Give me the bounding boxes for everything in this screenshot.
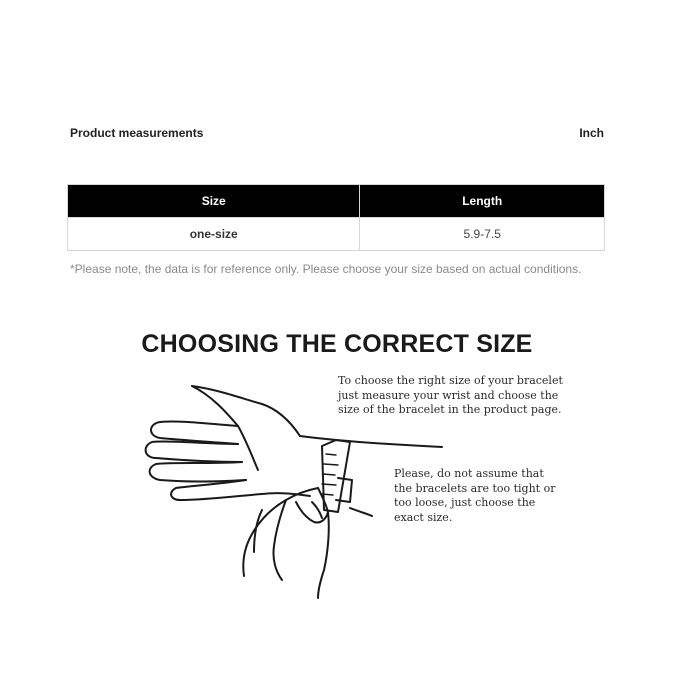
holding-hand-front xyxy=(318,512,329,598)
measurements-title: Product measurements xyxy=(70,126,204,140)
ring-finger xyxy=(150,462,246,482)
guide-warning: Please, do not assume that the bracelets are too tight or too loose, just choose the exact size. xyxy=(394,467,556,524)
little-finger xyxy=(171,480,262,500)
guide-instructions: To choose the right size of your bracelet just measure your wrist and choose the size of the bracelet in the product page. xyxy=(338,374,563,416)
column-header-length: Length xyxy=(360,185,605,218)
size-cell: one-size xyxy=(68,218,360,251)
reference-note: *Please note, the data is for reference only. Please choose your size based on actual conditions. xyxy=(70,262,582,276)
middle-finger xyxy=(146,441,242,462)
length-cell: 5.9-7.5 xyxy=(360,218,605,251)
unit-label: Inch xyxy=(579,126,604,140)
column-header-size: Size xyxy=(68,185,360,218)
forearm-bottom-line xyxy=(350,508,372,516)
guide-title: CHOOSING THE CORRECT SIZE xyxy=(141,330,533,358)
hand-top-line xyxy=(192,386,300,436)
